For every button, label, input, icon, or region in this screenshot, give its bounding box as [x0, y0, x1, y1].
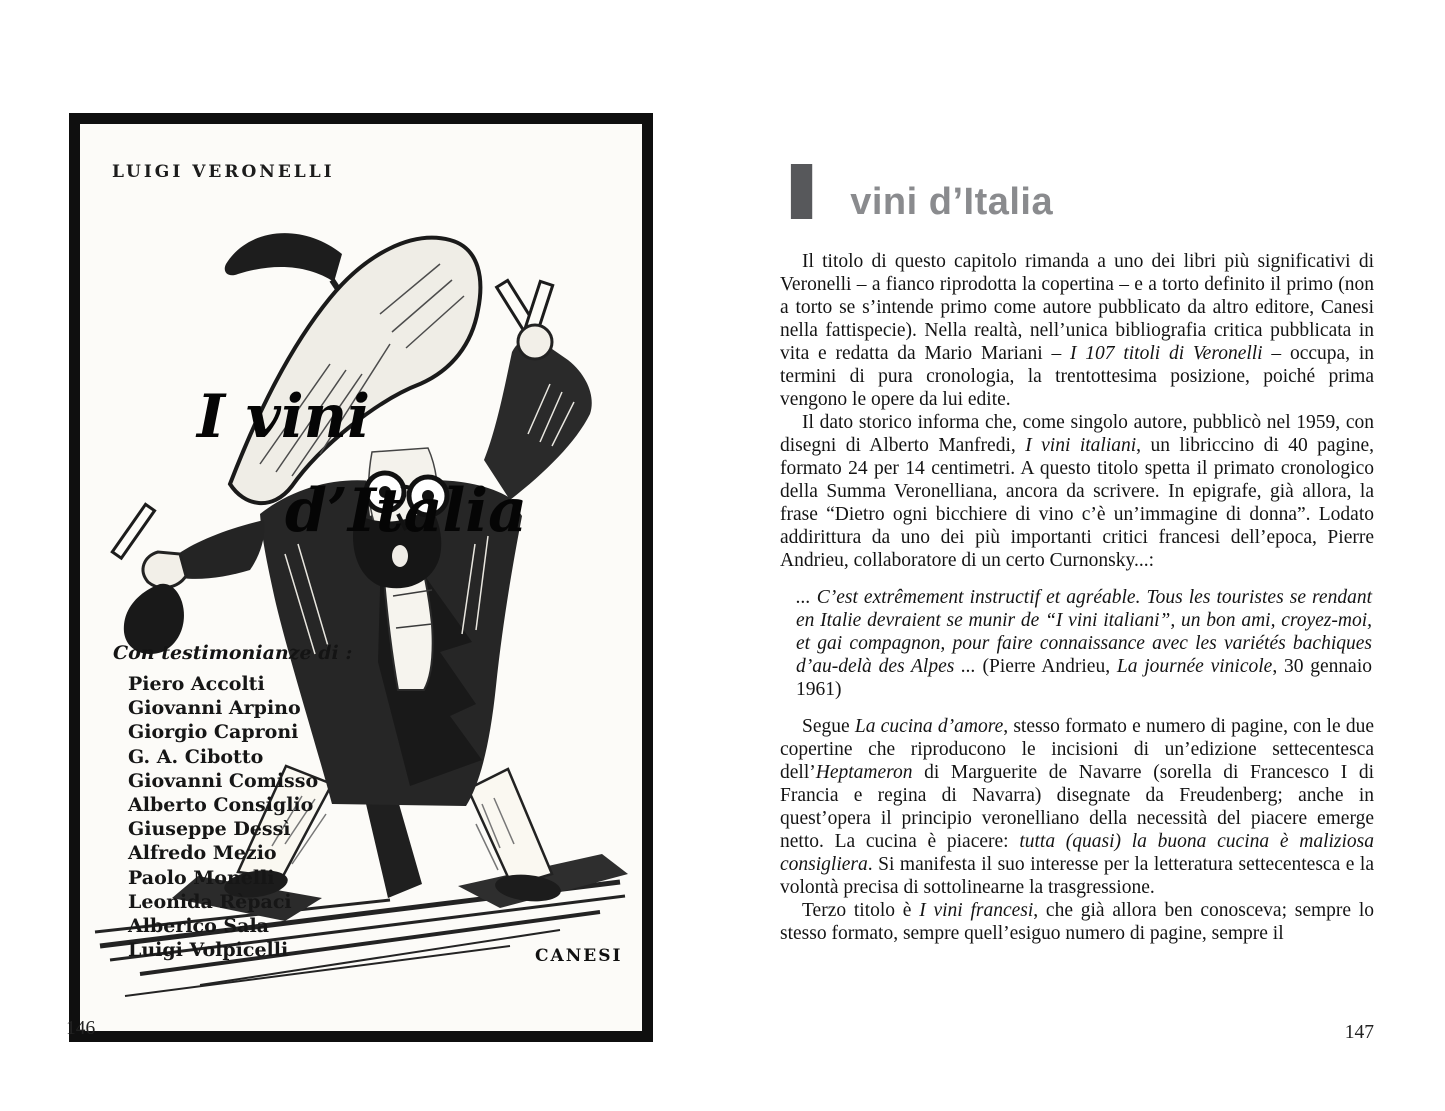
chapter-heading-initial: I [781, 147, 823, 236]
page-number-left: 146 [66, 1018, 96, 1039]
chapter-heading-text: vini d’Italia [850, 181, 1054, 223]
list-item: Giovanni Comisso [128, 769, 319, 792]
cover-publisher: CANESI [535, 946, 623, 966]
list-item: Leonida Rèpaci [128, 890, 292, 913]
paragraph: Il dato storico informa che, come singolo autore, pubblicò nel 1959, con disegni di Alberto Manfredi, I vini italiani, un libriccino di 40 pagine, formato 24 per 14 centimetri. A questo titolo spetta il primato cronologico della Summa Veronelliana, ancora da scrivere. In epigrafe, già allora, la frase “Dietro ogni bicchiere di vino c’è un’immagine di donna”. Lodato addirittura da uno dei più importanti critici francesi dell’epoca, Pierre Andrieu, collaboratore di un certo Curnonsky...: [780, 412, 1375, 571]
body-text-column [780, 250, 1374, 945]
list-item: Paolo Monelli [128, 866, 275, 889]
list-item: G. A. Cibotto [128, 745, 264, 768]
list-item: Giovanni Arpino [128, 697, 301, 720]
paragraph: Segue La cucina d’amore, stesso formato e numero di pagine, con le due copertine che riproducono le incisioni di un’edizione settecentesca dell’Heptameron di Marguerite de Navarre (sorella di Francesco I di Francia e regina di Navarra) disegnate da Freudenberg; anche in quest’opera il principio veronelliano della necessità del piacere emerge netto. La cucina è piacere: tutta (quasi) la buona cucina è maliziosa consigliera. Si manifesta il suo interesse per la letteratura settecentesca e la volontà precisa di sottolinearne la trasgressione. [780, 716, 1374, 898]
list-item: Alfredo Mezio [128, 842, 277, 865]
cover-author: LUIGI VERONELLI [112, 162, 335, 182]
cover-title-line1: I vini [197, 382, 371, 452]
testimonials-list [128, 672, 318, 962]
list-item: Giuseppe Dessì [128, 818, 291, 841]
cover-title-line2: d’Italia [285, 476, 527, 546]
list-item: Piero Accolti [128, 673, 265, 695]
testimonials-label: Con testimonianze di : [113, 642, 353, 664]
paragraph: Terzo titolo è I vini francesi, che già allora ben conosceva; sempre lo stesso formato, sempre quell’esiguo numero di pagine, sempre il [780, 900, 1374, 944]
list-item: Alberico Sala [128, 915, 269, 938]
figure-flask-arm [112, 504, 264, 654]
book-cover-inner [80, 124, 642, 1031]
list-item: Alberto Consiglio [128, 794, 314, 817]
block-quote: ... C’est extrêmement instructif et agréable. Tous les touristes se rendant en Italie devraient se munir de “I vini italiani”, un bon ami, croyez-moi, et gai compagnon, pour faire connaissance avec les variétés bachiques d’au-delà des Alpes ... (Pierre Andrieu, La journée vinicole, 30 gennaio 1961) [796, 587, 1372, 700]
chapter-heading [781, 147, 1054, 236]
list-item: Giorgio Caproni [128, 721, 299, 744]
paragraph: Il titolo di questo capitolo rimanda a uno dei libri più significativi di Veronelli – a fianco riprodotta la copertina – e a torto definito il primo (non a torto se s’intende primo come autore pubblicato da altro editore, Canesi nella fattispecie). Nella realtà, nell’unica bibliografia critica pubblicata in vita e redatta da Mario Mariani – I 107 titoli di Veronelli – occupa, in termini di pura cronologia, la trentottesima posizione, poiché prima vengono le opere da lui edite. [780, 251, 1374, 410]
figure-raised-arm [484, 280, 592, 500]
book-cover [69, 113, 653, 1042]
page-number-right: 147 [1344, 1022, 1374, 1043]
list-item: Luigi Volpicelli [128, 939, 289, 962]
figure-hat [225, 233, 481, 503]
